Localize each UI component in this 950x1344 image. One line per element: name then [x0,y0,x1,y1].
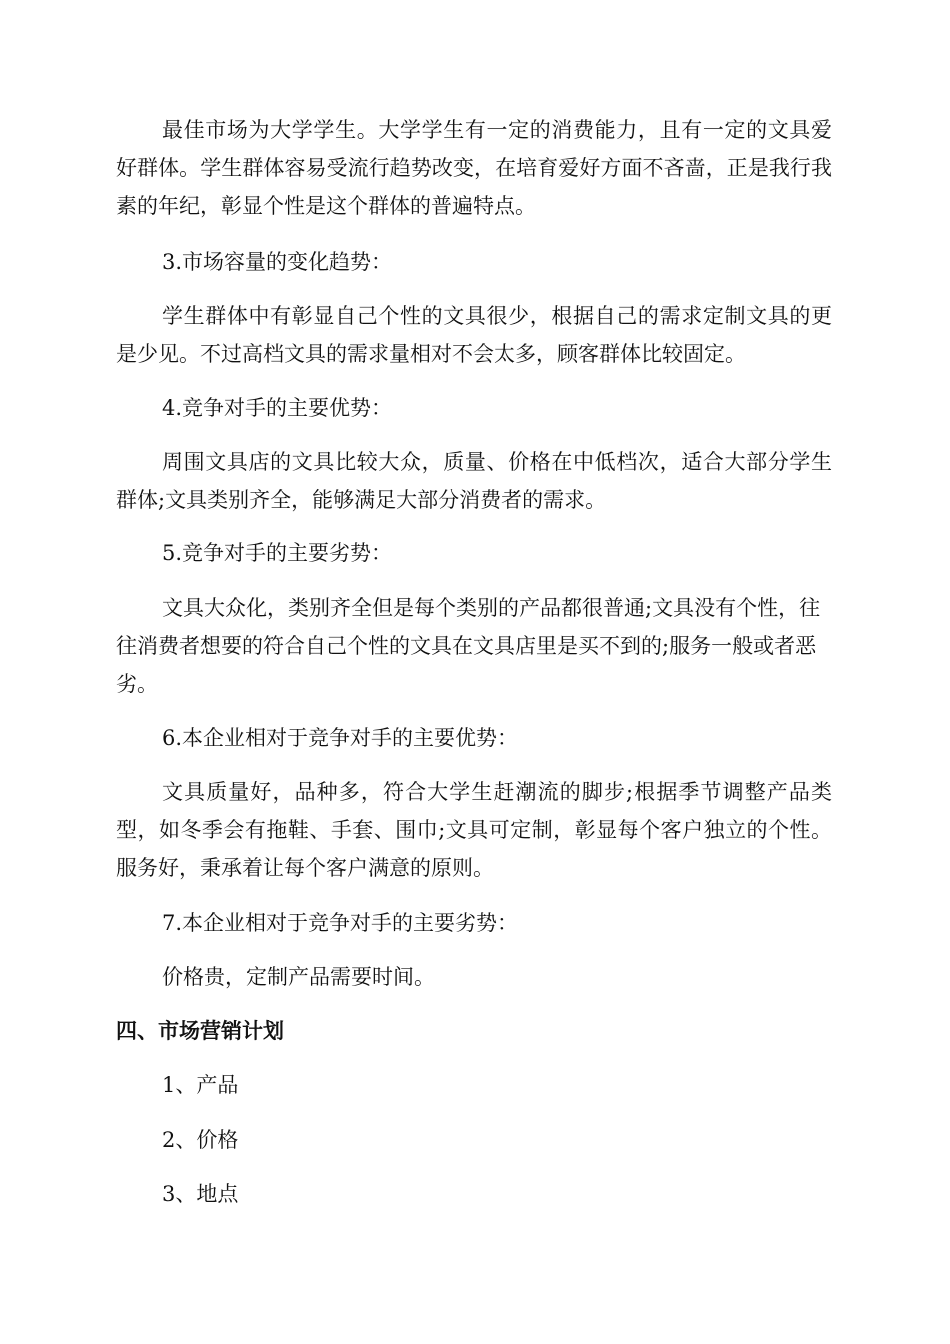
subheading-our-strengths: 6.本企业相对于竞争对手的主要优势： [162,726,519,750]
subheading-market-capacity: 3.市场容量的变化趋势： [162,250,393,274]
paragraph-competitor-strengths: 周围文具店的文具比较大众，质量、价格在中低档次，适合大部分学生群体;文具类别齐全，能够满足大部分消费者的需求。 [116,450,832,512]
subheading-competitor-weaknesses: 5.竞争对手的主要劣势： [162,541,393,565]
list-item-place: 3、地点 [162,1182,239,1206]
section-heading-marketing-plan: 四、市场营销计划 [116,1019,284,1043]
subheading-competitor-strengths: 4.竞争对手的主要优势： [162,396,393,420]
list-item-product: 1、产品 [162,1073,239,1097]
subheading-our-weaknesses: 7.本企业相对于竞争对手的主要劣势： [162,911,519,935]
paragraph-our-weaknesses: 价格贵，定制产品需要时间。 [162,965,435,989]
paragraph-target-market: 最佳市场为大学学生。大学学生有一定的消费能力，且有一定的文具爱好群体。学生群体容易受流行趋势改变，在培育爱好方面不吝啬，正是我行我素的年纪，彰显个性是这个群体的普遍特点。 [116,118,832,218]
paragraph-competitor-weaknesses: 文具大众化，类别齐全但是每个类别的产品都很普通;文具没有个性，往往消费者想要的符合自己个性的文具在文具店里是买不到的;服务一般或者恶劣。 [116,596,821,696]
list-item-price: 2、价格 [162,1128,239,1152]
paragraph-our-strengths: 文具质量好，品种多，符合大学生赶潮流的脚步;根据季节调整产品类型，如冬季会有拖鞋、手套、围巾;文具可定制，彰显每个客户独立的个性。服务好，秉承着让每个客户满意的原则。 [116,780,832,880]
paragraph-market-capacity: 学生群体中有彰显自己个性的文具很少，根据自己的需求定制文具的更是少见。不过高档文具的需求量相对不会太多，顾客群体比较固定。 [116,304,832,366]
